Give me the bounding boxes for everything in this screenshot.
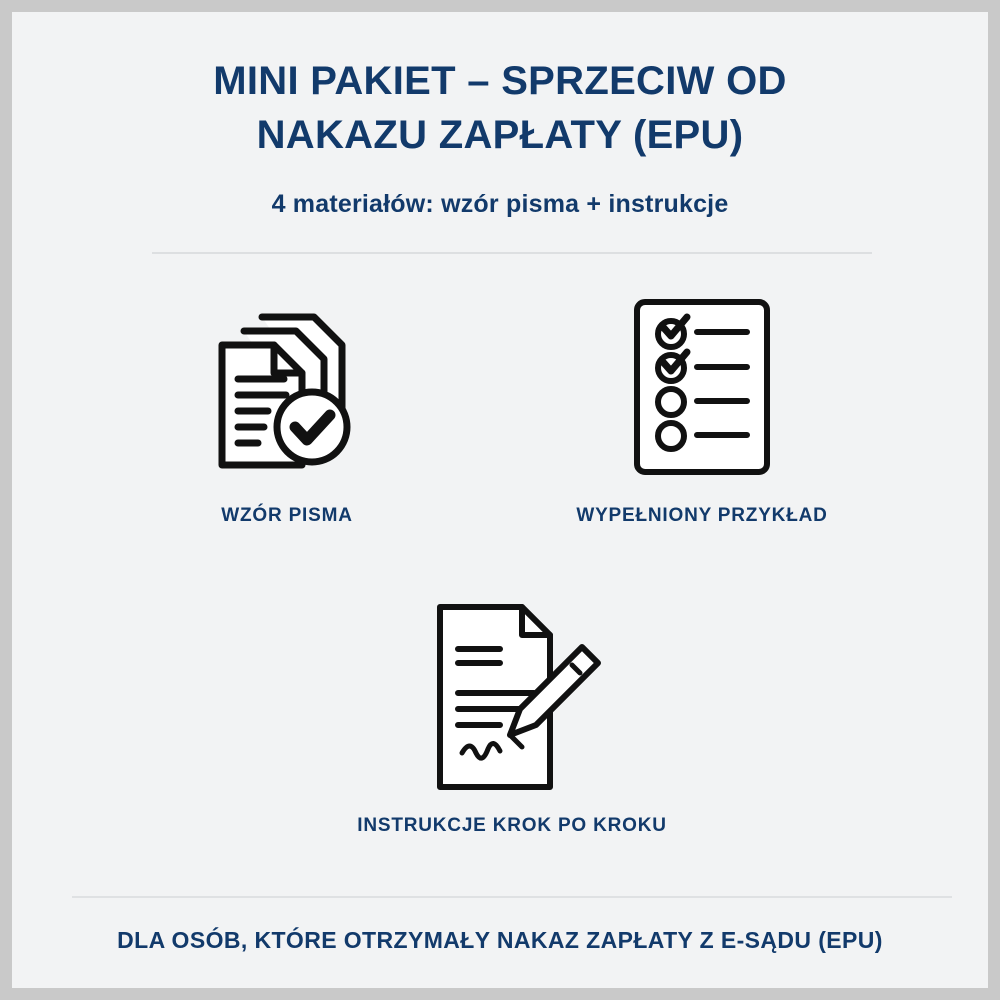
feature-caption: WZÓR PISMA	[221, 505, 353, 526]
checklist-clipboard-icon	[507, 287, 897, 487]
page-title-line-2: NAKAZU ZAPŁATY (EPU)	[256, 113, 744, 157]
page-subtitle: 4 materiałów: wzór pisma + instrukcje	[271, 190, 729, 218]
poster-card	[12, 12, 988, 988]
page-title	[72, 54, 928, 162]
feature-caption: WYPEŁNIONY PRZYKŁAD	[576, 505, 828, 526]
document-pen-icon	[317, 597, 707, 797]
feature-item-instrukcje	[317, 597, 707, 837]
footer-text: DLA OSÓB, KTÓRE OTRZYMAŁY NAKAZ ZAPŁATY Z E-SĄDU (EPU)	[117, 927, 883, 953]
feature-item-wzor-pisma	[92, 287, 482, 527]
feature-caption: INSTRUKCJE KROK PO KROKU	[357, 815, 667, 836]
documents-check-icon	[92, 287, 482, 487]
divider-top	[152, 252, 872, 254]
page-title-line-1: MINI PAKIET – SPRZECIW OD	[213, 59, 787, 103]
feature-item-wypelniony-przyklad	[507, 287, 897, 527]
divider-bottom	[72, 896, 952, 898]
